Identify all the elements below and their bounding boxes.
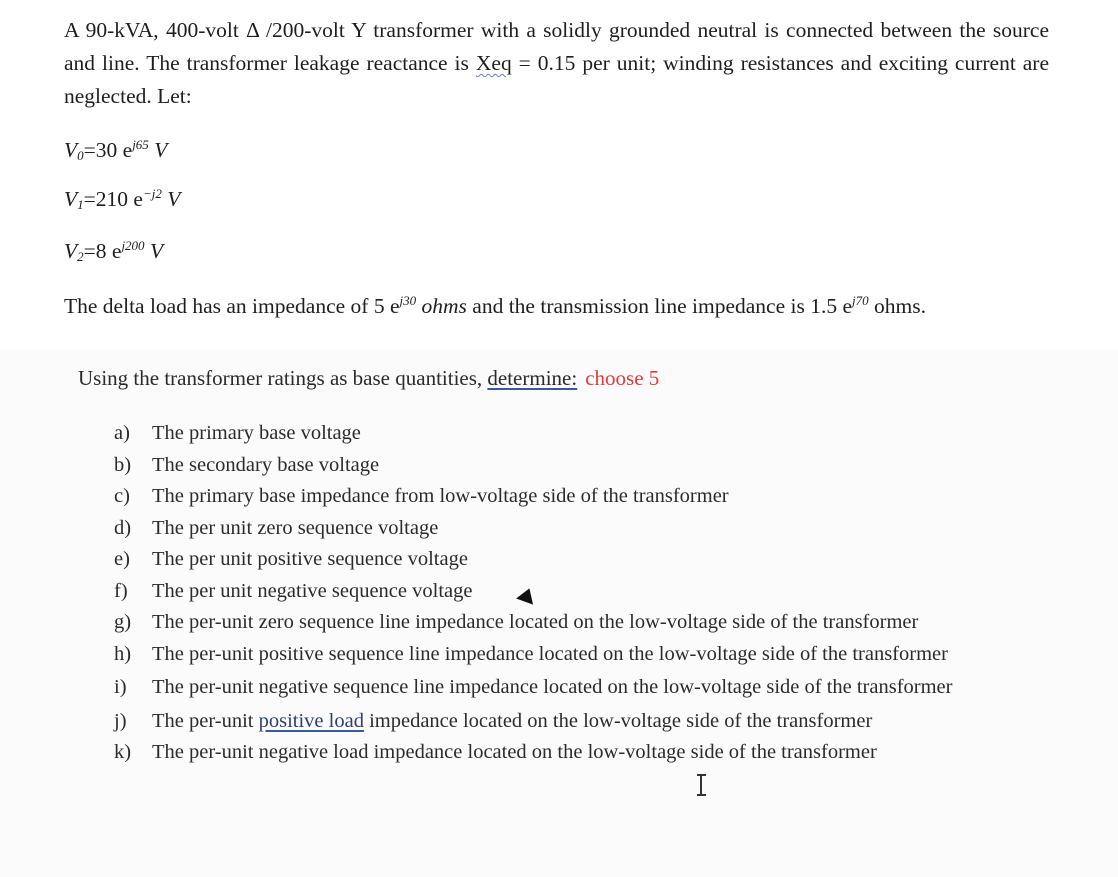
equation-v1: $V_1=210$ $e^{-j2}$ V — [64, 186, 181, 212]
text-cursor-icon — [700, 774, 704, 796]
list-item: a) The primary base voltage — [114, 422, 361, 444]
intro-text-1: A 90-kVA, 400-volt Δ /200-volt Y transformer with a solidly grounded neutral is connected between the source and line. The transformer leakage reactance is — [64, 18, 1049, 75]
choose-note: choose 5 — [585, 366, 660, 390]
xeq-term: Xeq — [475, 51, 512, 75]
equation-v0: $V_0=30$ $e^{j65}$ V — [64, 137, 168, 163]
list-item: h) The per-unit positive sequence line impedance located on the low-voltage side of the transformer — [114, 642, 948, 665]
delta-load-sentence: The delta load has an impedance of 5 $e^{j30}$ ohms and the transmission line impedance is 1.5 $e^{j70}$ ohms. — [64, 293, 926, 318]
determine-word: determine: — [487, 366, 578, 390]
question-list — [114, 418, 1058, 769]
list-item: g) The per-unit zero sequence line impedance located on the low-voltage side of the transformer — [114, 611, 919, 633]
list-item: f) The per unit negative sequence voltage — [114, 579, 473, 602]
intro-text-2: = 0.15 per unit; winding resistances and exciting current are neglected. Let: — [64, 51, 1049, 108]
equation-v2: $V_2=8$ $e^{j200}$ V — [64, 238, 164, 264]
list-item: j) The per-unit positive load impedance located on the low-voltage side of the transformer — [114, 709, 873, 732]
list-item: b) The secondary base voltage — [114, 453, 380, 476]
list-item: e) The per unit positive sequence voltage — [114, 548, 468, 570]
list-item: k) The per-unit negative load impedance located on the low-voltage side of the transformer — [114, 741, 877, 763]
instruction-line: Using the transformer ratings as base quantities, determine: choose 5 — [78, 366, 660, 390]
list-item: i) The per-unit negative sequence line impedance located on the low-voltage side of the transformer — [114, 676, 953, 698]
list-item: d) The per unit zero sequence voltage — [114, 516, 439, 539]
list-item: c) The primary base impedance from low-voltage side of the transformer — [114, 485, 729, 507]
positive-load-link[interactable]: positive load — [258, 709, 364, 732]
intro-paragraph — [64, 14, 1049, 113]
